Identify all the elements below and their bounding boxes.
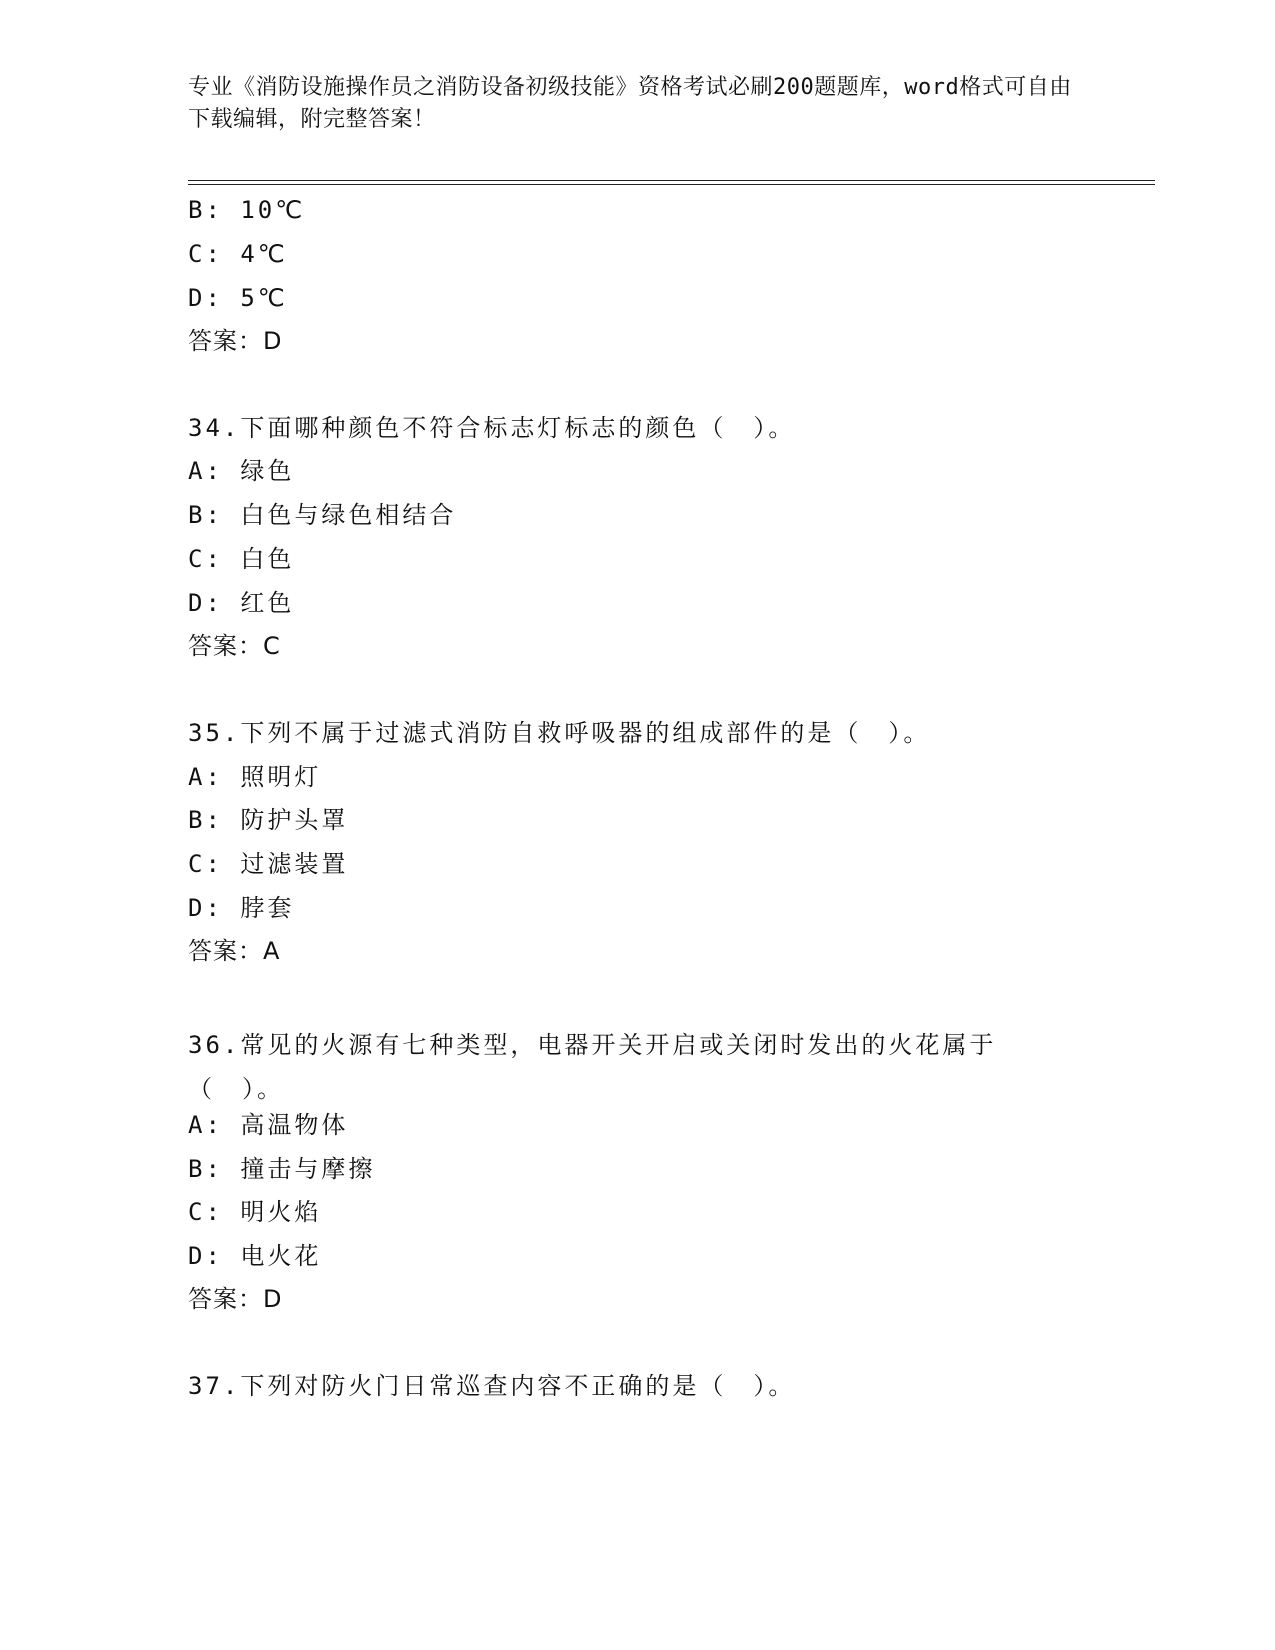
option-c: C: 过滤装置 bbox=[188, 850, 349, 878]
option-c: C: 明火焰 bbox=[188, 1198, 322, 1226]
option-b: B: 撞击与摩擦 bbox=[188, 1155, 376, 1183]
option-a: A: 高温物体 bbox=[188, 1111, 349, 1139]
option-a: A: 绿色 bbox=[188, 457, 295, 485]
option-a: A: 照明灯 bbox=[188, 763, 322, 791]
question-37: 37.下列对防火门日常巡查内容不正确的是（ ）。 bbox=[188, 1372, 796, 1400]
option-c: C: 白色 bbox=[188, 545, 295, 573]
header-divider-top bbox=[188, 180, 1155, 181]
option-b: B: 10℃ bbox=[188, 196, 306, 224]
question-35: 35.下列不属于过滤式消防自救呼吸器的组成部件的是（ ）。 bbox=[188, 719, 931, 747]
question-36: 36.常见的火源有七种类型，电器开关开启或关闭时发出的火花属于（ ）。 bbox=[188, 1031, 997, 1103]
answer: 答案：C bbox=[188, 632, 281, 660]
option-b: B: 防护头罩 bbox=[188, 806, 349, 834]
answer: 答案：A bbox=[188, 937, 281, 965]
answer: 答案：D bbox=[188, 1285, 283, 1313]
document-header: 专业《消防设施操作员之消防设备初级技能》资格考试必刷200题题库，word格式可自由下载编辑，附完整答案！ bbox=[188, 75, 1072, 132]
question-34: 34.下面哪种颜色不符合标志灯标志的颜色（ ）。 bbox=[188, 414, 796, 442]
option-d: D: 脖套 bbox=[188, 894, 295, 922]
answer: 答案：D bbox=[188, 327, 283, 355]
header-divider-bottom bbox=[188, 184, 1155, 185]
option-d: D: 5℃ bbox=[188, 284, 288, 312]
option-c: C: 4℃ bbox=[188, 240, 288, 268]
option-b: B: 白色与绿色相结合 bbox=[188, 501, 457, 529]
option-d: D: 红色 bbox=[188, 589, 295, 617]
option-d: D: 电火花 bbox=[188, 1242, 322, 1270]
